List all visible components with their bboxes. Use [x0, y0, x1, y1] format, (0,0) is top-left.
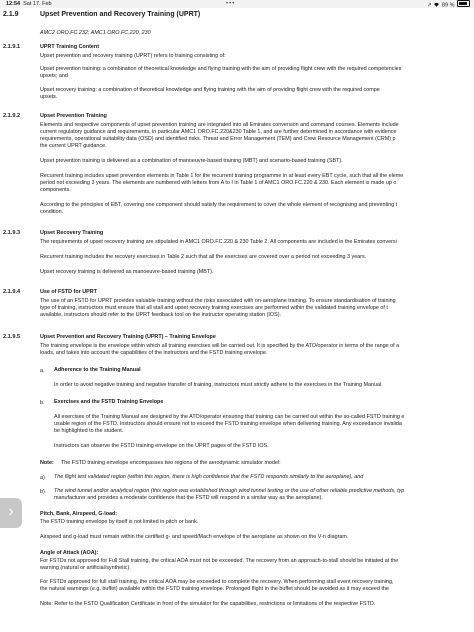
subheading: Pitch, Bank, Airspeed, G-load:: [40, 511, 118, 517]
subsection-number: 2.1.9.5: [3, 334, 21, 340]
paragraph-line: The training envelope is the envelope within which all training exercises will be carried out. It is specified by the ATO/operator in terms of the range of a: [40, 343, 400, 349]
status-bar: [0, 0, 474, 8]
paragraph-line: Instructors can observe the FSTD training envelope on the UPRT pages of the FSTD IOS.: [54, 443, 269, 449]
paragraph-line: All exercises of the Training Manual are designed by the ATO/operator ensuring that training can be carried out within the so-called FSTD training e: [54, 414, 405, 420]
list-marker: b.: [40, 400, 45, 406]
subsection-title: Upset Prevention Training: [40, 113, 107, 119]
subsection-number: 2.1.9.4: [3, 289, 21, 295]
list-marker: b): [40, 489, 45, 495]
paragraph-line: upsets; and: [40, 73, 68, 79]
paragraph-line: manufacturer and provides a moderate confidence that the FSTD will respond in a similar way as the aeroplane).: [54, 495, 323, 501]
paragraph-line: The use of an FSTD for UPRT provides valuable training without the risks associated with on-aeroplane training. To ensure standardisation of training: [40, 298, 396, 304]
paragraph-line: The requirements of upset recovery training are stipulated in AMC1 ORO.FC.220 & 230 Table 2. All components are included in the Emirates conversi: [40, 239, 397, 245]
chevron-right-icon[interactable]: ›: [0, 498, 22, 528]
paragraph-line: According to the principles of EBT, covering one component should satisfy the requirement to cover the whole element of recognising and preventing t: [40, 202, 398, 208]
battery-icon: [457, 0, 470, 7]
paragraph-line: loads, and takes into account the capabilities of the instructors and the FSTD training envelope.: [40, 350, 268, 356]
list-marker: a.: [40, 368, 45, 374]
status-time-date: [6, 0, 52, 8]
paragraph-line: Upset recovery training is delivered as manoeuvre-based training (MBT).: [40, 269, 214, 275]
paragraph-line: Upset recovery training: a combination of theoretical knowledge and flying training with the aim of providing flight crew with the required compe: [40, 87, 380, 93]
reference-line: AMC2 ORO.FC.232; AMC1 ORO.FC.220, 230: [40, 30, 151, 36]
paragraph-line: be highlighted to the student.: [54, 428, 124, 434]
paragraph-line: the current UPRT guidance.: [40, 143, 107, 149]
paragraph-line: Upset prevention training is delivered as a combination of manoeuvre-based training (MBT) and scenario-based training (SBT).: [40, 158, 343, 164]
section-number: 2.1.9: [3, 11, 19, 18]
paragraph-line: components.: [40, 187, 71, 193]
list-item-title: Exercises and the FSTD Training Envelope: [54, 399, 164, 405]
paragraph-line: upsets.: [40, 94, 58, 100]
subsection-title: Use of FSTD for UPRT: [40, 289, 97, 295]
paragraph-line: Airspeed and g-load must remain within the certified g- and speed/Mach envelope of the aeroplane as shown on the V-n diagram.: [40, 534, 349, 540]
paragraph-line: In order to avoid negative training and negative transfer of training, instructors must strictly adhere to the exercises in the Training Manual.: [54, 382, 383, 388]
list-item-title: Adherence to the Training Manual: [54, 367, 141, 373]
subsection-title: Upset Prevention and Recovery Training (UPRT) – Training Envelope: [40, 334, 216, 340]
paragraph-line: current regulatory guidance and requirements, in particular AMC1 ORO.FC.220&230 Table 1, and are further determined in accordance with evidence: [40, 129, 397, 135]
subsection-title: Upset Recovery Training: [40, 230, 104, 236]
multitask-dots-icon[interactable]: •••: [226, 1, 236, 7]
paragraph-line: condition.: [40, 209, 64, 215]
paragraph-line: usable region of the FSTD. Instructors should ensure not to exceed the FSTD training envelope when delivering training. Any exceedance invalida: [54, 421, 402, 427]
paragraph-line: The flight test validated region (within this region, there is high confidence that the FSTD responds similarly to the aeroplane), and: [54, 474, 364, 480]
paragraph-line: the natural warnings (e.g. buffet) available within the FSTD training envelope. Prolonged flight in the buffet should be avoided as it may exceed the: [40, 586, 389, 592]
document-page[interactable]: [0, 8, 474, 632]
note-text: The FSTD training envelope encompasses two regions of the aerodynamic simulator model:: [61, 460, 281, 466]
subsection-number: 2.1.9.1: [3, 44, 21, 50]
paragraph-line: For FSTDs approved for full stall training, the critical AOA may be exceeded to complete the recovery. When performing stall event recovery training,: [40, 579, 394, 585]
status-time: 12:54: [6, 1, 21, 7]
paragraph-line: Upset prevention training: a combination of theoretical knowledge and flying training with the aim of providing flight crew with the required competencies: [40, 66, 402, 72]
subheading: Angle of Attack (AOA):: [40, 550, 99, 556]
paragraph-line: For FSTDs not approved for Full Stall training, the critical AOA must not be exceeded. The recovery from an approach-to-stall should be initiated at the: [40, 558, 399, 564]
subsection-title: UPRT Training Content: [40, 44, 99, 50]
paragraph-line: Upset prevention and recovery training (UPRT) refers to training consisting of:: [40, 53, 226, 59]
paragraph-line: warning (natural or artificial/synthetic).: [40, 565, 131, 571]
subsection-number: 2.1.9.3: [3, 230, 21, 236]
paragraph-line: Recurrent training includes the recovery exercises in Table 2 such that all the exercises are covered over a period not exceeding 3 years.: [40, 254, 367, 260]
paragraph-line: Elements and respective components of upset prevention training are integrated into all Emirates conversion and command courses. Elements include: [40, 122, 399, 128]
paragraph-line: requirements, operational suitability data (OSD) and identified risks. Threat and Error Management (TEM) and Crew Resource Management (CRM) p: [40, 136, 396, 142]
paragraph-line: available, instructors should refer to the UPRT feedback tool on the instructor operating station (IOS).: [40, 312, 282, 318]
paragraph-line: The FSTD training envelope by itself is not limited in pitch or bank.: [40, 519, 199, 525]
section-title: Upset Prevention and Recovery Training (UPRT): [40, 11, 201, 18]
subsection-number: 2.1.9.2: [3, 113, 21, 119]
list-marker: a): [40, 475, 45, 481]
paragraph-line: period not exceeding 3 years. The elements are numbered with letters from A to I in Table 1 of AMC1 ORO.FC.220 & 230. Each element is made up o: [40, 180, 397, 186]
location-icon: ➚: [427, 2, 432, 9]
paragraph-line: Recurrent training includes upset prevention elements in Table 1 for the recurrent training programme in at least every EBT cycle, such that all the eleme: [40, 173, 404, 179]
final-note: Note: Refer to the FSTD Qualification Certificate in front of the simulator for the capabilities, restrictions or limitations of the respective FSTD.: [40, 601, 376, 607]
status-date: Sat 17. Feb: [23, 1, 52, 7]
paragraph-line: type of training, instructors must ensure that all stall and upset recovery training exercises are performed within the validated training envelope of t: [40, 305, 388, 311]
note-label: Note:: [40, 460, 54, 466]
battery-percent: 89 %: [441, 2, 455, 9]
paragraph-line: The wind tunnel and/or analytical region (this region was established through wind tunnel testing or the use of other reliable predictive methods, typ: [54, 488, 405, 494]
